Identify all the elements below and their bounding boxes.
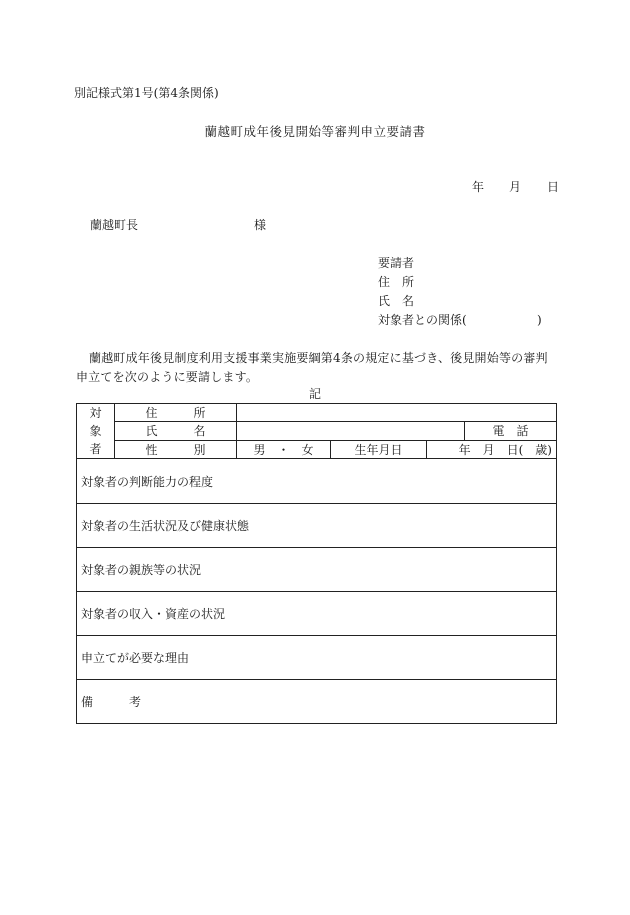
- subject-label: [77, 404, 115, 459]
- phone-label: 電 話: [465, 422, 557, 440]
- birth-label: 生年月日: [331, 440, 427, 458]
- section-label: 対象者の生活状況及び健康状態: [81, 519, 250, 533]
- section-income-assets[interactable]: [77, 592, 557, 636]
- section-row: [77, 548, 557, 592]
- application-table: [76, 403, 557, 724]
- address-field[interactable]: [237, 404, 557, 422]
- subject-label-char: 象: [89, 424, 102, 438]
- document-title: 蘭越町成年後見開始等審判申立要請書: [204, 124, 426, 139]
- section-row: [77, 636, 557, 680]
- form-label: 別記様式第1号(第4条関係): [74, 86, 219, 100]
- requester-relation-close: ): [537, 313, 542, 327]
- section-living-health[interactable]: [77, 504, 557, 548]
- section-row: [77, 680, 557, 724]
- section-remarks[interactable]: [77, 680, 557, 724]
- sex-label: 性 別: [115, 440, 237, 458]
- section-label: 対象者の判断能力の程度: [81, 474, 214, 489]
- date-month: 月: [509, 180, 522, 194]
- sex-value[interactable]: 男 ・ 女: [237, 440, 331, 458]
- date-year: 年: [472, 180, 485, 194]
- section-reason[interactable]: [77, 636, 557, 680]
- subject-label-char: 者: [89, 442, 102, 456]
- section-judgment-capacity[interactable]: [77, 459, 557, 504]
- name-label: 氏 名: [115, 422, 237, 440]
- requester-label: 要請者: [378, 256, 415, 270]
- section-label: 申立てが必要な理由: [81, 651, 190, 665]
- ki-heading: 記: [308, 387, 321, 401]
- section-label: 対象者の親族等の状況: [81, 563, 202, 577]
- name-field[interactable]: [237, 422, 465, 440]
- subject-label-char: 対: [89, 406, 102, 420]
- address-label: 住 所: [115, 404, 237, 422]
- section-row: [77, 504, 557, 548]
- requester-name-label: 氏 名: [378, 294, 415, 308]
- section-label: 対象者の収入・資産の状況: [81, 607, 226, 621]
- section-row: [77, 592, 557, 636]
- requester-relation-label: 対象者との関係(: [378, 313, 467, 327]
- section-label: 備 考: [81, 695, 142, 709]
- addressee-honorific: 様: [254, 218, 267, 232]
- addressee-name: 蘭越町長: [90, 218, 139, 232]
- section-relatives[interactable]: [77, 548, 557, 592]
- table-row-name: [77, 422, 557, 440]
- birth-value[interactable]: 年 月 日( 歳): [427, 440, 557, 458]
- table-row-sex: [77, 440, 557, 458]
- body-text: 蘭越町成年後見制度利用支援事業実施要綱第4条の規定に基づき、後見開始等の審判申立てを次のように要請します。: [76, 351, 548, 384]
- section-row: [77, 459, 557, 504]
- table-row-address: [77, 404, 557, 422]
- requester-address-label: 住 所: [378, 275, 415, 289]
- date-day: 日: [547, 180, 560, 194]
